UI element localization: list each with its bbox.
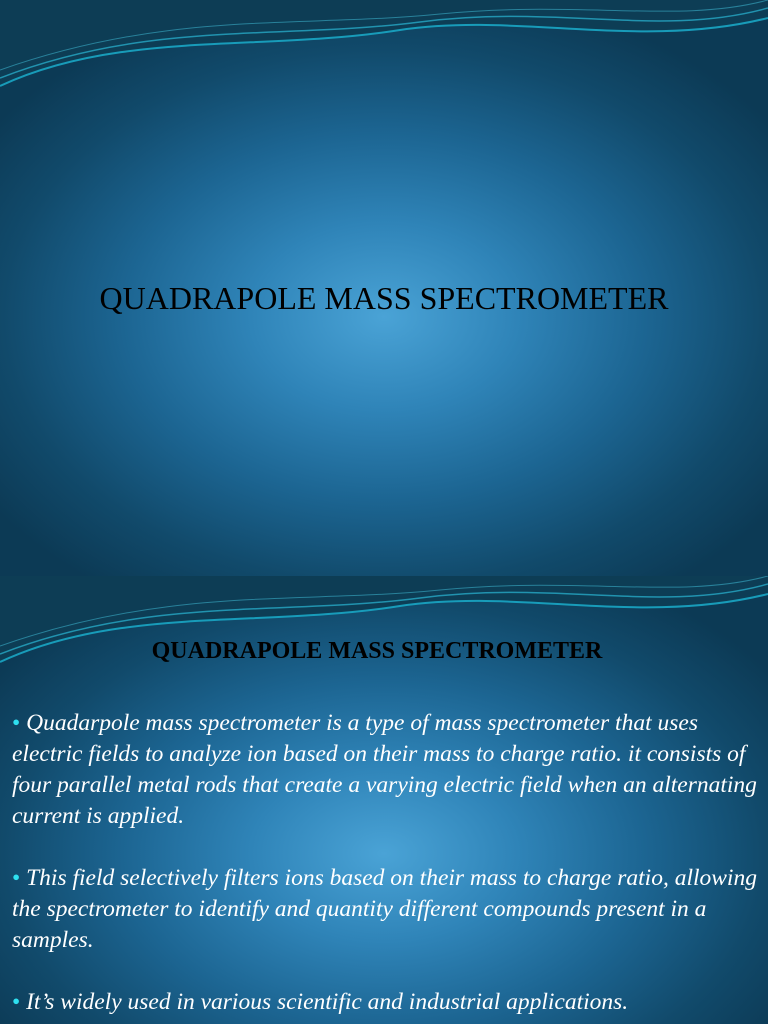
bullet-text: This field selectively filters ions based on their mass to charge ratio, allowing the spectrometer to identify and quantity different compounds present in a samples. [12,865,757,953]
bullet-list [12,708,758,1024]
bullet-icon: • [12,710,21,736]
slide-2 [0,576,768,1024]
bullet-item [12,708,758,832]
bullet-text: It’s widely used in various scientific and industrial applications. [26,989,629,1015]
bullet-text: Quadarpole mass spectrometer is a type of mass spectrometer that uses electric fields to analyze ion based on their mass to charge ratio. it consists of four parallel metal rods that create a varying electric field when an alternating current is applied. [12,710,757,829]
slide-title: QUADRAPOLE MASS SPECTROMETER [99,280,669,316]
bullet-icon: • [12,989,21,1015]
bullet-item [12,863,758,956]
bullet-icon: • [12,865,21,891]
bullet-item [12,987,758,1018]
decorative-wave [0,0,768,100]
slide-heading: QUADRAPOLE MASS SPECTROMETER [151,638,603,664]
